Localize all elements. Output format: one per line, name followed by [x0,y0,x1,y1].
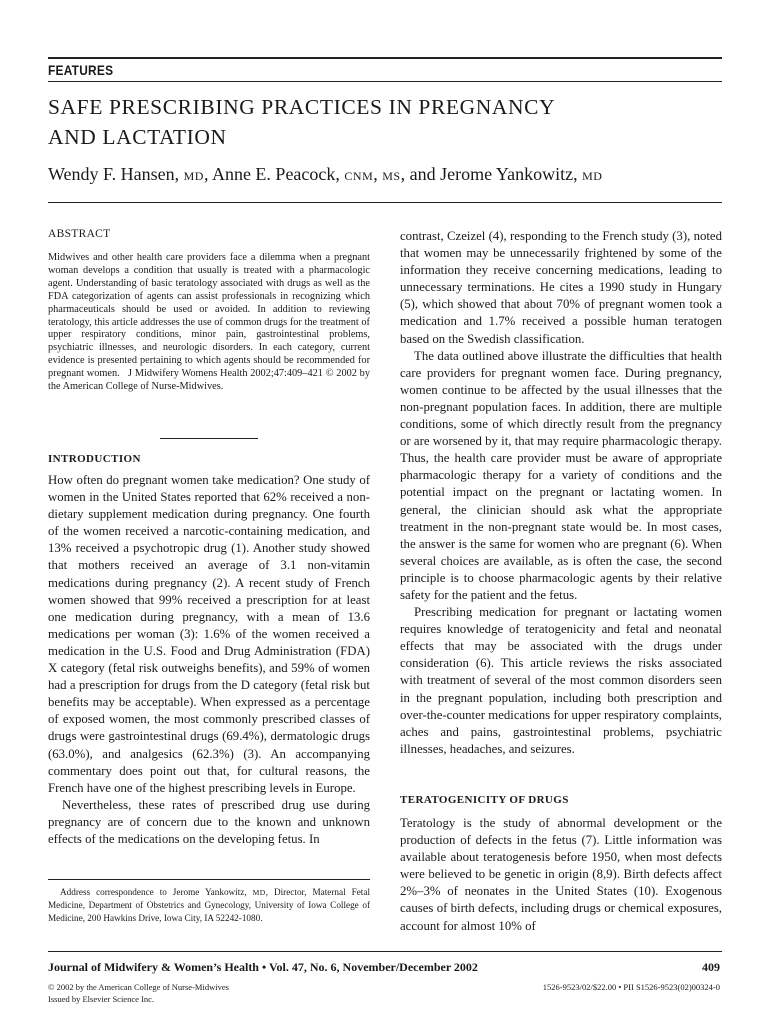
title-line-1: SAFE PRESCRIBING PRACTICES IN PREGNANCY [48,95,556,119]
top-rule [48,57,722,59]
journal-footer: Journal of Midwifery & Women’s Health • Vol. 47, No. 6, November/December 2002 [48,960,478,974]
intro-paragraph-2: Nevertheless, these rates of prescribed drug use during pregnancy are of concern due to the known and unknown effects of the medications on the developing fetus. In [48,797,370,846]
intro-paragraph-3: contrast, Czeizel (4), responding to the French study (3), noted that women may be unnecessarily frightened by some of the information they receive concerning medications, leading to unnecessary terminations. He cites a 1990 study in Hungary (5), which showed that about 70% of pregnant women took a medication and 1.7% received a possible human teratogen based on the Swedish classification. [400,229,722,346]
abstract-copyright: © 2002 by the American College of Nurse-Midwives. [48,368,370,393]
footer-publisher: Issued by Elsevier Science Inc. [48,994,154,1004]
author-2-degree-1: CNM [344,169,374,183]
intro-paragraph-4: The data outlined above illustrate the difficulties that health care providers for pregnant women face. During pregnancy, women continue to be affected by the usual illnesses that the non-pregnant population faces. In addition, there are multiple conditions, some of which directly result from the pregnancy or are worsened by it, that may require pharmacologic therapy. Thus, the health care provider must be aware of appropriate pharmacologic therapy for a variety of conditions and the potential impact on the pregnant or lactating women. In general, the clinician should ask what the appropriate treatment in the non-pregnant state would be. In most cases, the answer is the same for women who are pregnant (6). When several choices are available, as is often the case, the second principle is to choose pharmacologic agents by their relative safety for the patient and the fetus. [400,348,722,602]
abstract-citation: J Midwifery Womens Health 2002;47:409–421 [128,368,323,380]
footer-identifiers: 1526-9523/02/$22.00 • PII S1526-9523(02)00324-0 [542,982,720,992]
teratogenicity-body [400,815,722,935]
page-number: 409 [702,960,720,974]
abstract-text: Midwives and other health care providers face a dilemma when a pregnant woman develops a condition that usually is treated with a pharmacologic agent. Understanding of basic teratology associated with drugs as well as the FDA categorization of agents can assist professionals in recognizing which pharmaceuticals should be used or avoided. In addition to reviewing teratology, this article addresses the use of common drugs for the treatment of upper respiratory conditions, minor pain, gastrointestinal problems, psychiatric illnesses, and neurologic disorders. In each category, current evidence is presented pertaining to which agents should be recommended for pregnant women. [48,252,370,380]
abstract-rule [160,438,258,439]
author-1: Wendy F. Hansen, [48,164,184,184]
author-2-degree-2: MS [382,169,401,183]
footnote-post: , Director, Maternal Fetal Medicine, Department of Obstetrics and Gynecology, University of Iowa College of Medicine, 200 Hawkins Drive, Iowa City, IA 52242-1080. [48,887,370,923]
author-1-degree: MD [183,169,204,183]
footer-rule [48,951,722,952]
footnote-rule [48,879,370,880]
author-rule [48,202,722,203]
introduction-right-column [400,228,722,758]
intro-paragraph-5: Prescribing medication for pregnant or lactating women requires knowledge of teratogenicity and fetal and neonatal effects that may be associated with the drugs under consideration (6). This article reviews the risks associated with treatment of several of the most common disorders seen in the pregnant population, including both prescription and over-the-counter medications for upper respiratory complaints, aches and pains, gastrointestinal problems, psychiatric illnesses, headaches, and seizures. [400,605,722,756]
abstract-heading: ABSTRACT [48,228,111,240]
introduction-heading: INTRODUCTION [48,453,141,465]
footnote-pre: Address correspondence to Jerome Yankowitz, [60,887,253,897]
teratogenicity-heading: TERATOGENICITY OF DRUGS [400,794,569,806]
title-line-2: AND LACTATION [48,125,227,149]
author-3: , and Jerome Yankowitz, [400,164,583,184]
footer-copyright: © 2002 by the American College of Nurse-Midwives [48,982,229,992]
teratogenicity-paragraph-1: Teratology is the study of abnormal development or the production of defects in the fetus (7). Little information was available about teratogenesis before 1950, when most defects were believed to be genetic in origin (8,9). Birth defects affect 2%–3% of neonates in the United States (10). Exogenous causes of birth defects, including drugs or chemical exposures, account for almost 10% of [400,816,722,933]
section-tag: FEATURES [48,62,114,78]
correspondence-footnote [48,886,370,924]
abstract-body [48,252,370,394]
footnote-degree: MD [252,888,266,897]
introduction-left-column [48,472,370,848]
section-rule [48,81,722,82]
intro-paragraph-1: How often do pregnant women take medication? One study of women in the United States reported that 62% received a non-dietary supplement medication during pregnancy. One fourth of the women received a narcotic-containing medication, and 13% received a psychotropic drug (1). Another study showed that mothers received an average of 3.1 non-vitamin medications during pregnancy (2). A recent study of French women showed that 99% received a prescription for at least one medication during pregnancy, with a mean of 13.6 medications per woman (3): 1.6% of the women received a medication in the U.S. Food and Drug Administration (FDA) X category (fetal risk outweighs benefits), and 59% of women had a prescription for drugs from the D category (fetal risk but benefits may be acceptable). When expressed as a percentage of exposed women, the most commonly prescribed classes of drugs were gastrointestinal drugs (69.4%), dermatologic drugs (63.0%), and analgesics (62.3%) (3). An accompanying commentary does point out that, for cultural reasons, the French have one of the highest prescribing levels in Europe. [48,473,370,795]
author-2: , Anne E. Peacock, [203,164,345,184]
author-line [48,164,602,185]
author-2-separator: , [373,164,383,184]
author-3-degree: MD [582,169,603,183]
article-title [48,92,555,152]
